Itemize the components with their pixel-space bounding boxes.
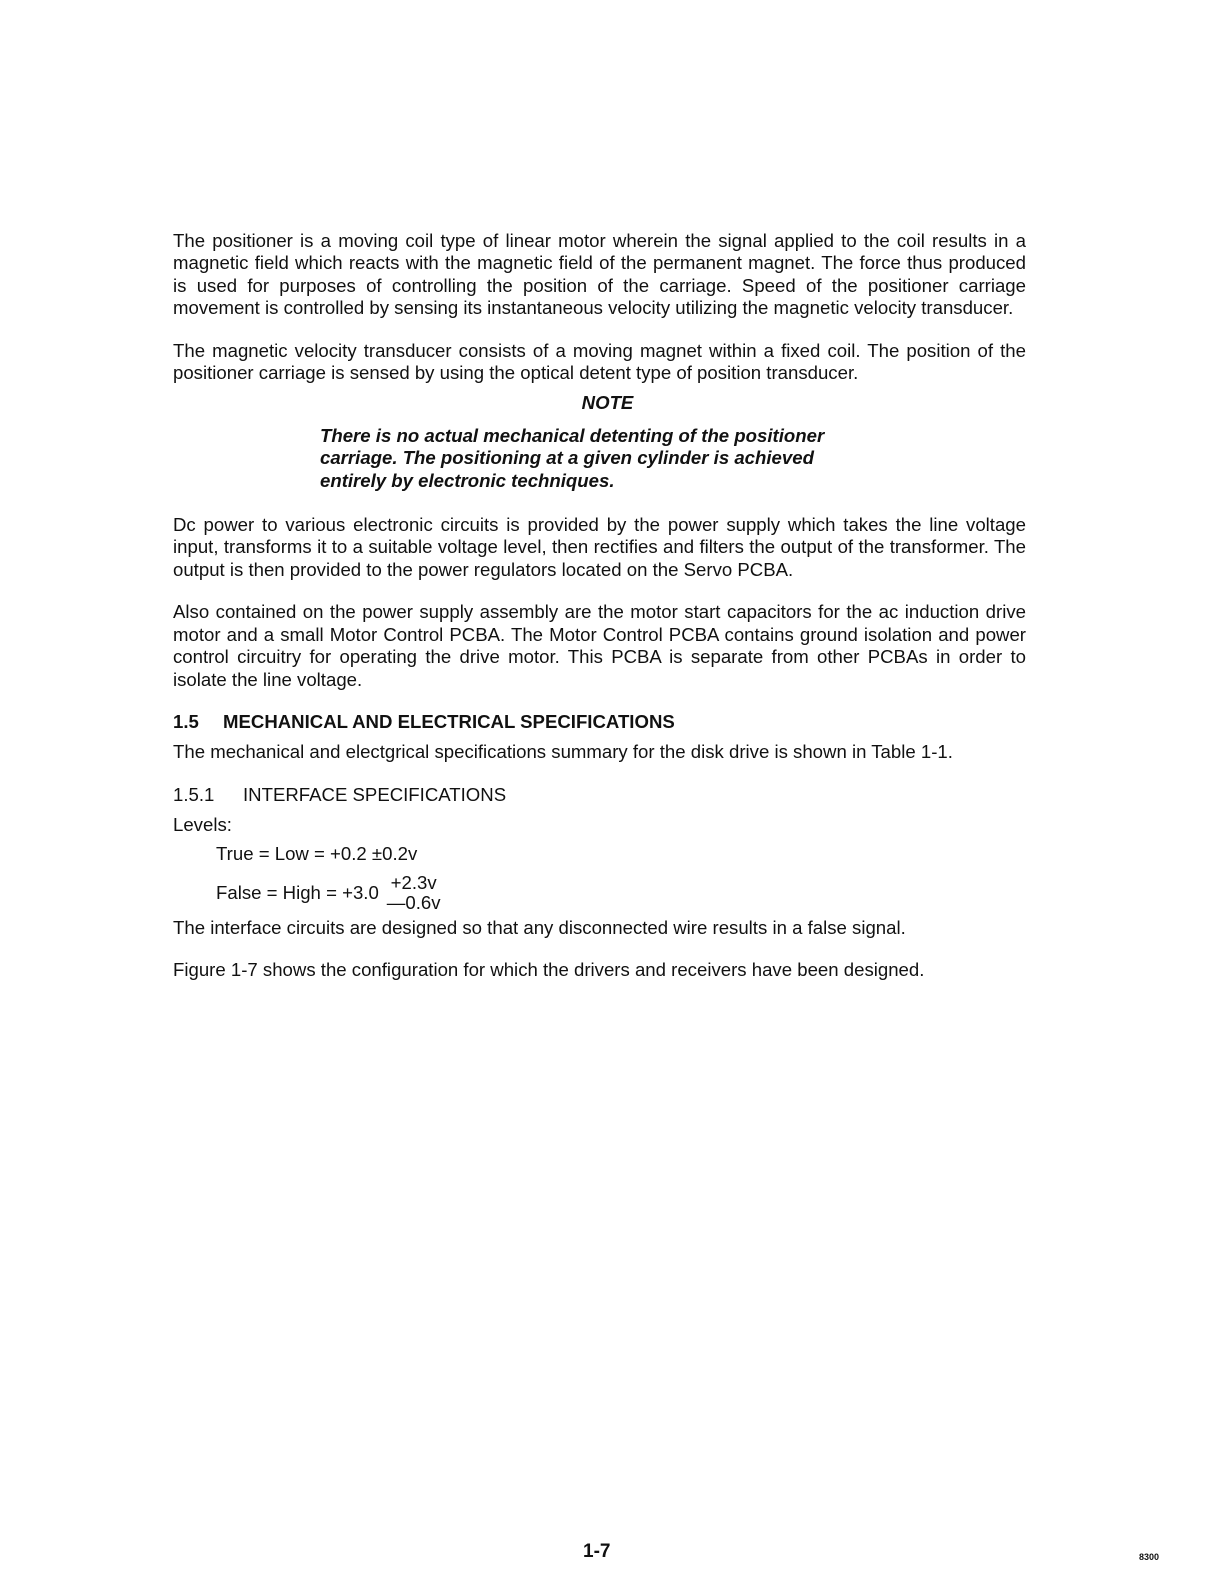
paragraph-velocity-transducer: The magnetic velocity transducer consists of a moving magnet within a fixed coil. The position of the positioner carriage is sensed by using the optical detent type of position transducer. (173, 339, 1026, 384)
levels-label: Levels: (173, 814, 232, 836)
section-title: MECHANICAL AND ELECTRICAL SPECIFICATIONS (223, 710, 675, 732)
false-level-text: False = High = +3.0 (216, 881, 379, 903)
note-line: entirely by electronic techniques. (320, 469, 615, 491)
tolerance-minus: —0.6v (386, 891, 441, 913)
tolerance-plus: +2.3v (390, 871, 437, 893)
section-heading-1-5 (173, 711, 1026, 733)
false-level-tolerance (387, 873, 441, 913)
page-number: 1-7 (583, 1541, 611, 1562)
note-title: NOTE (581, 392, 634, 414)
note-line: There is no actual mechanical detenting of the positioner (320, 424, 825, 446)
subsection-title: INTERFACE SPECIFICATIONS (243, 783, 507, 805)
true-level-text: True = Low = +0.2 ±0.2v (216, 842, 418, 864)
document-code: 8300 (1139, 1552, 1160, 1562)
true-level-row (216, 843, 1026, 865)
paragraph-figure-reference: Figure 1-7 shows the configuration for which the drivers and receivers have been designed. (173, 959, 925, 981)
page-content (173, 230, 1026, 1002)
note-body (320, 425, 880, 492)
paragraph-interface-circuits: The interface circuits are designed so that any disconnected wire results in a false signal. (173, 916, 906, 938)
false-level-row (216, 873, 1026, 913)
paragraph-dc-power: Dc power to various electronic circuits is provided by the power supply which takes the line voltage input, transforms it to a suitable voltage level, then rectifies and filters the output of the transformer. The output is then provided to the power regulators located on the Servo PCBA. (173, 514, 1026, 580)
paragraph-positioner: The positioner is a moving coil type of linear motor wherein the signal applied to the coil results in a magnetic field which reacts with the magnetic field of the permanent magnet. The force thus produced is used for purposes of controlling the position of the carriage. Speed of the positioner carriage movement is controlled by sensing its instantaneous velocity utilizing the magnetic velocity transducer. (173, 230, 1026, 319)
paragraph-specifications-summary: The mechanical and electgrical specifications summary for the disk drive is shown in Table 1-1. (173, 741, 953, 763)
section-heading-1-5-1 (173, 784, 1026, 806)
subsection-number: 1.5.1 (173, 783, 215, 805)
paragraph-power-supply-assembly: Also contained on the power supply assembly are the motor start capacitors for the ac induction drive motor and a small Motor Control PCBA. The Motor Control PCBA contains ground isolation and power control circuitry for operating the drive motor. This PCBA is separate from other PCBAs in order to isolate the line voltage. (173, 601, 1026, 690)
section-number: 1.5 (173, 710, 199, 732)
note-line: carriage. The positioning at a given cylinder is achieved (320, 447, 814, 469)
